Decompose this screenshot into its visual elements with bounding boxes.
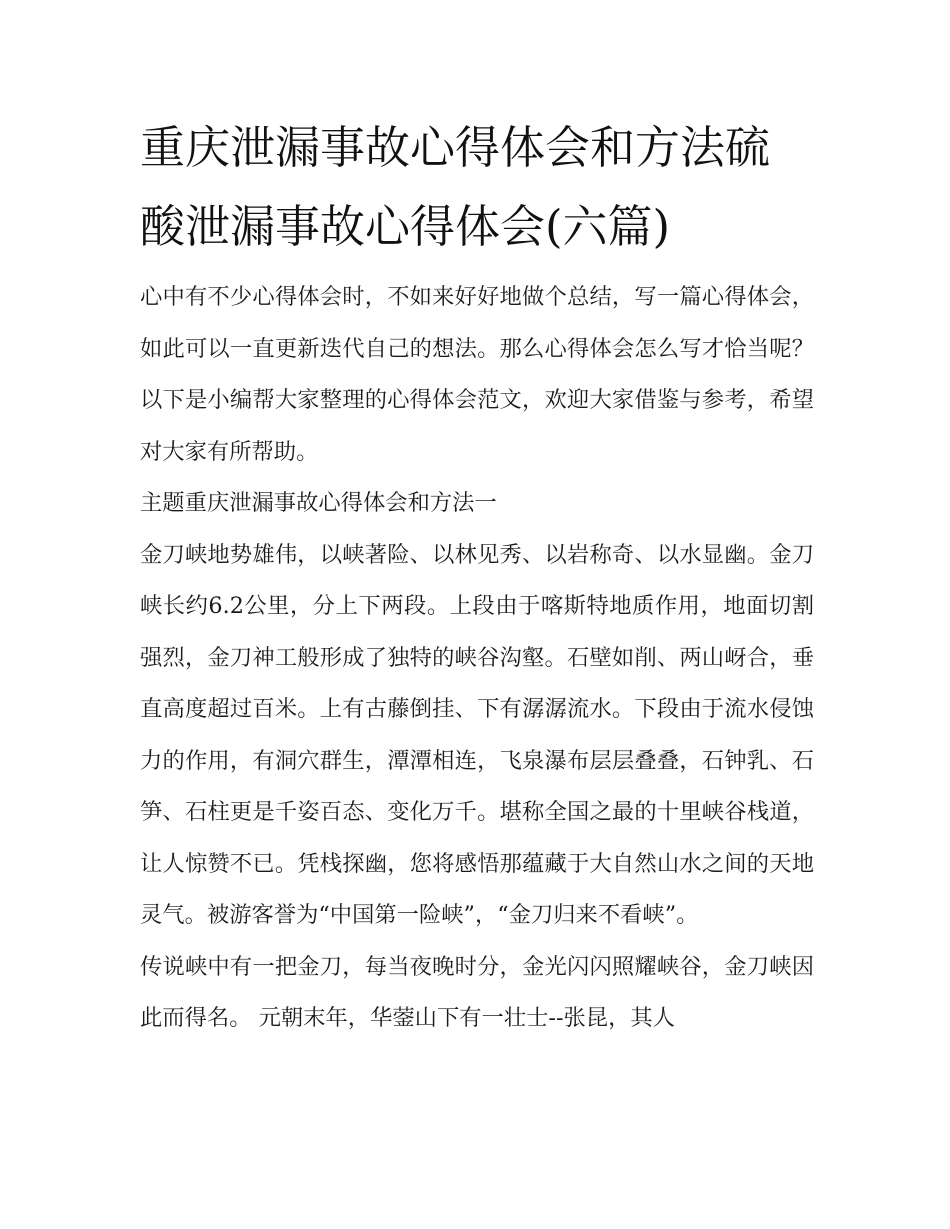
document-body bbox=[140, 108, 814, 1045]
intro-paragraph: 心中有不少心得体会时，不如来好好地做个总结，写一篇心得体会，如此可以一直更新迭代自己的想法。那么心得体会怎么写才恰当呢？以下是小编帮大家整理的心得体会范文，欢迎大家借鉴与参考，希望对大家有所帮助。 bbox=[140, 284, 814, 465]
body-paragraph: 传说峡中有一把金刀，每当夜晚时分，金光闪闪照耀峡谷，金刀峡因此而得名。 元朝末年，华蓥山下有一壮士--张昆，其人 bbox=[140, 953, 814, 1031]
body-paragraph: 金刀峡地势雄伟，以峡著险、以林见秀、以岩称奇、以水显幽。金刀峡长约6.2公里，分上下两段。上段由于喀斯特地质作用，地面切割强烈，金刀神工般形成了独特的峡谷沟壑。石壁如削、两山岈合，垂直高度超过百米。上有古藤倒挂、下有潺潺流水。下段由于流水侵蚀力的作用，有洞穴群生，潭潭相连，飞泉瀑布层层叠叠，石钟乳、石笋、石柱更是千姿百态、变化万千。堪称全国之最的十里峡谷栈道，让人惊赞不已。凭栈探幽，您将感悟那蕴藏于大自然山水之间的天地灵气。被游客誉为“中国第一险峡”，“金刀归来不看峡”。 bbox=[140, 541, 814, 928]
document-title: 重庆泄漏事故心得体会和方法硫酸泄漏事故心得体会(六篇) bbox=[140, 121, 771, 253]
section-heading: 主题重庆泄漏事故心得体会和方法一 bbox=[140, 490, 497, 516]
